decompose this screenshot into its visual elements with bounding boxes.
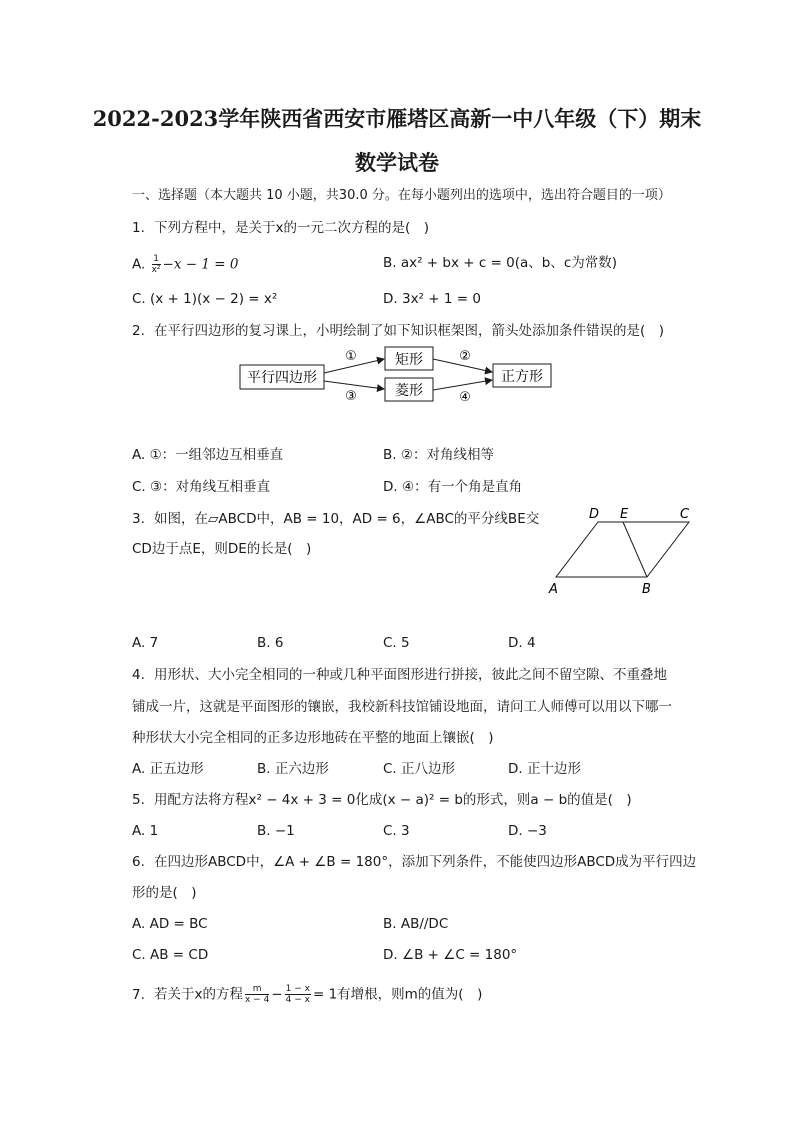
question-number: 2.: [132, 323, 145, 339]
q3-option-a: A. 7: [132, 635, 159, 651]
label-d: D: [589, 507, 600, 522]
q1-option-d: D. 3x² + 1 = 0: [383, 291, 481, 307]
q5-option-d: D. −3: [508, 823, 547, 839]
question-3-line2: CD边于点E，则DE的长是( ): [132, 541, 312, 557]
bisector-be: [623, 522, 647, 577]
question-4: [132, 666, 667, 684]
q1-option-a: A. $\frac{1}{\text{x²}}$ −x − 1 = 0: [132, 254, 239, 275]
q3-option-c: C. 5: [383, 635, 410, 651]
exam-title-line2: 数学试卷: [355, 150, 439, 175]
question-5: [132, 791, 632, 809]
mark-3: ③: [345, 389, 357, 404]
q4-option-a: A. 正五边形: [132, 761, 204, 777]
question-2: [132, 322, 664, 340]
question-6: [132, 853, 696, 871]
fraction-2: $\frac{1 - x}{4 - x}$: [285, 984, 310, 1005]
question-number: 1.: [132, 220, 145, 236]
q4-option-d: D. 正十边形: [508, 761, 581, 777]
box-parallelogram-label: 平行四边形: [247, 370, 317, 386]
question-stem: 在平行四边形的复习课上，小明绘制了如下知识框架图，箭头处添加条件错误的是( ): [154, 323, 665, 339]
q6-option-d: D. ∠B + ∠C = 180°: [383, 947, 518, 963]
question-number: 7.: [132, 986, 145, 1003]
q5-option-b: B. −1: [257, 823, 295, 839]
q4-option-b: B. 正六边形: [257, 761, 329, 777]
question-4-line3: 种形状大小完全相同的正多边形地砖在平整的地面上镶嵌( ): [132, 730, 494, 746]
q2-option-d: D. ④：有一个角是直角: [383, 479, 523, 495]
question-number: 3.: [132, 511, 145, 527]
box-square-label: 正方形: [501, 369, 543, 385]
question-stem-line1: 在四边形ABCD中，∠A + ∠B = 180°，添加下列条件，不能使四边形ABCD成为平行四边: [154, 854, 697, 870]
question-stem: 用配方法将方程x² − 4x + 3 = 0化成(x − a)² = b的形式，则a − b的值是( ): [154, 792, 632, 808]
arrow-3: [324, 381, 384, 389]
question-stem-line1: 用形状、大小完全相同的一种或几种平面图形进行拼接，彼此之间不留空隙、不重叠地: [154, 667, 667, 683]
question-number: 4.: [132, 667, 145, 683]
parallelogram-abcd: [556, 522, 689, 577]
section-heading: 一、选择题（本大题共 10 小题，共30.0 分。在每小题列出的选项中，选出符合题目的一项）: [132, 188, 671, 203]
parallelogram-figure: [540, 505, 700, 600]
label-a: A: [549, 582, 558, 597]
fraction: $\frac{1}{\text{x²}}$: [151, 254, 161, 275]
question-6-line2: 形的是( ): [132, 885, 197, 901]
knowledge-framework-diagram: [230, 340, 570, 410]
q6-option-b: B. AB//DC: [383, 916, 449, 932]
label-e: E: [620, 507, 629, 522]
q6-option-c: C. AB = CD: [132, 947, 209, 963]
exam-title-line1: 2022-2023学年陕西省西安市雁塔区高新一中八年级（下）期末: [92, 106, 702, 131]
question-number: 6.: [132, 854, 145, 870]
question-4-line2: 铺成一片，这就是平面图形的镶嵌，我校新科技馆铺设地面，请问工人师傅可以用以下哪一: [132, 699, 672, 715]
question-stem-line1: 如图，在▱ABCD中，AB = 10，AD = 6，∠ABC的平分线BE交: [154, 511, 540, 527]
question-7: 7. 若关于x的方程 $\frac{m}{x - 4}$ − $\frac{1 - x}{4 - x}$ = 1有增根，则m的值为( ): [132, 984, 483, 1005]
q5-option-c: C. 3: [383, 823, 410, 839]
q1-option-b: B. ax² + bx + c = 0(a、b、c为常数): [383, 255, 618, 271]
box-rectangle-label: 矩形: [395, 352, 423, 368]
mark-1: ①: [345, 349, 357, 364]
q4-option-c: C. 正八边形: [383, 761, 456, 777]
q2-option-a: A. ①：一组邻边互相垂直: [132, 447, 284, 463]
q3-option-b: B. 6: [257, 635, 284, 651]
question-1: [132, 219, 429, 237]
mark-4: ④: [459, 390, 471, 405]
question-3: [132, 510, 539, 528]
label-c: C: [680, 507, 690, 522]
q1-option-c: C. (x + 1)(x − 2) = x²: [132, 291, 278, 307]
mark-2: ②: [459, 349, 471, 364]
question-stem: 下列方程中，是关于x的一元二次方程的是( ): [154, 220, 430, 236]
label-b: B: [642, 582, 651, 597]
box-rhombus-label: 菱形: [395, 383, 423, 399]
q2-option-b: B. ②：对角线相等: [383, 447, 494, 463]
fraction-1: $\frac{m}{x - 4}$: [245, 984, 270, 1005]
q6-option-a: A. AD = BC: [132, 916, 208, 932]
arrow-4: [433, 380, 492, 390]
q3-option-d: D. 4: [508, 635, 536, 651]
q5-option-a: A. 1: [132, 823, 159, 839]
q2-option-c: C. ③：对角线互相垂直: [132, 479, 271, 495]
question-number: 5.: [132, 792, 145, 808]
